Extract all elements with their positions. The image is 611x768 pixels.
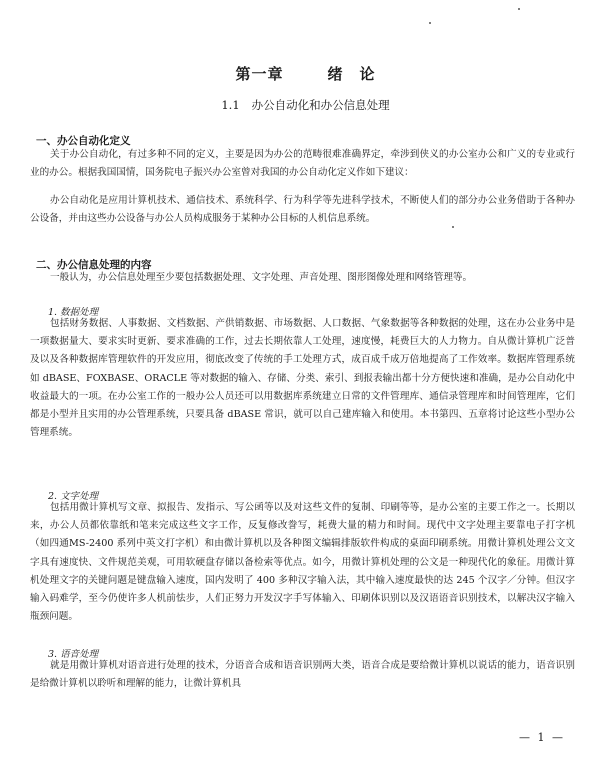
- subheading-data-processing: 1. 数据处理: [48, 307, 99, 318]
- paragraph-data-processing: 包括财务数据、人事数据、文档数据、产供销数据、市场数据、人口数据、气象数据等各种数据的处理，这在办公业务中是一项数据量大、要求实时更新、要求准确的工作，过去长期依靠人工处理，速度慢，耗费巨大的人力物力。自从微计算机广泛普及以及各种数据库管理软件的开发应用，彻底改变了传统的手工处理方式，成百成千成万倍地提高了工作效率。数据库管理系统如 dBASE、FOXBASE、ORACLE 等对数据的输入、存储、分类、索引、到报表输出都十分方便快速和准确，是办公自动化中收益最大的一项。在办公室工作的一般办公人员还可以用数据库系统建立日常的文件管理库、通信录管理库和时间管理库，它们都是小型并且实用的办公管理系统，只要具备 dBASE 常识，就可以自己建库输入和使用。本书第四、五章将讨论这些小型办公管理系统。: [30, 318, 575, 439]
- page-number: — 1 —: [519, 731, 565, 744]
- subheading-text-processing: 2. 文字处理: [48, 491, 99, 502]
- paragraph-text-processing: 包括用微计算机写文章、拟报告、发指示、写公函等以及对这些文件的复制、印刷等等，是办公室的主要工作之一。长期以来，办公人员都依靠纸和笔来完成这些文字工作，反复修改誊写，耗费大量的精力和时间。现代中文字处理主要靠电子打字机（如四通MS-2400 系列中英文打字机）和由微计算机以及各种图文编辑排版软件构成的桌面印刷系统。用微计算机处理公文文字具有速度快、文件规范美观，可用软硬盘存储以备检索等优点。如今，用微计算机处理的公文是一种现代化的象征。用微计算机处理文字的关键问题是键盘输入速度，国内发明了 400 多种汉字输入法，其中输入速度最快的达 245 个汉字／分钟。但汉字输入码难学，至今仍使许多人机前怯步，人们正努力开发汉字手写体输入、印刷体识别以及汉语语音识别技术，以解决汉字输入瓶颈问题。: [30, 502, 575, 623]
- subheading-voice-processing: 3. 语音处理: [48, 649, 99, 660]
- scan-speck: [518, 8, 520, 10]
- scan-speck: [429, 22, 431, 24]
- paragraph-definition-body: 办公自动化是应用计算机技术、通信技术、系统科学、行为科学等先进科学技术，不断使人们的部分办公业务借助于各种办公设备，并由这些办公设备与办公人员构成服务于某种办公目标的人机信息系统。: [30, 195, 575, 225]
- heading-info-processing-content: 二、办公信息处理的内容: [36, 259, 152, 271]
- scan-speck: [452, 226, 454, 228]
- chapter-name: 绪 论: [327, 65, 376, 83]
- section-title: [0, 97, 611, 113]
- paragraph-voice-processing: 就是用微计算机对语音进行处理的技术，分语音合成和语音识别两大类，语音合成是要给微计算机以说话的能力，语音识别是给微计算机以聆听和理解的能力，让微计算机具: [30, 660, 575, 690]
- chapter-title: [0, 63, 611, 84]
- chapter-number: 第一章: [235, 65, 284, 83]
- heading-office-automation-definition: 一、办公自动化定义: [36, 135, 131, 147]
- section-number: 1.1: [221, 98, 240, 112]
- paragraph-processing-intro: 一般认为，办公信息处理至少要包括数据处理、文字处理、声音处理、图形图像处理和网络管理等。: [50, 272, 473, 283]
- section-name: 办公自动化和办公信息处理: [251, 98, 390, 112]
- paragraph-definition-intro: 关于办公自动化，有过多种不同的定义，主要是因为办公的范畴很难准确界定，牵涉到侠义的办公室办公和广义的专业或行业的办公。根据我国国情，国务院电子振兴办公室曾对我国的办公自动化定义作如下建议：: [30, 149, 575, 179]
